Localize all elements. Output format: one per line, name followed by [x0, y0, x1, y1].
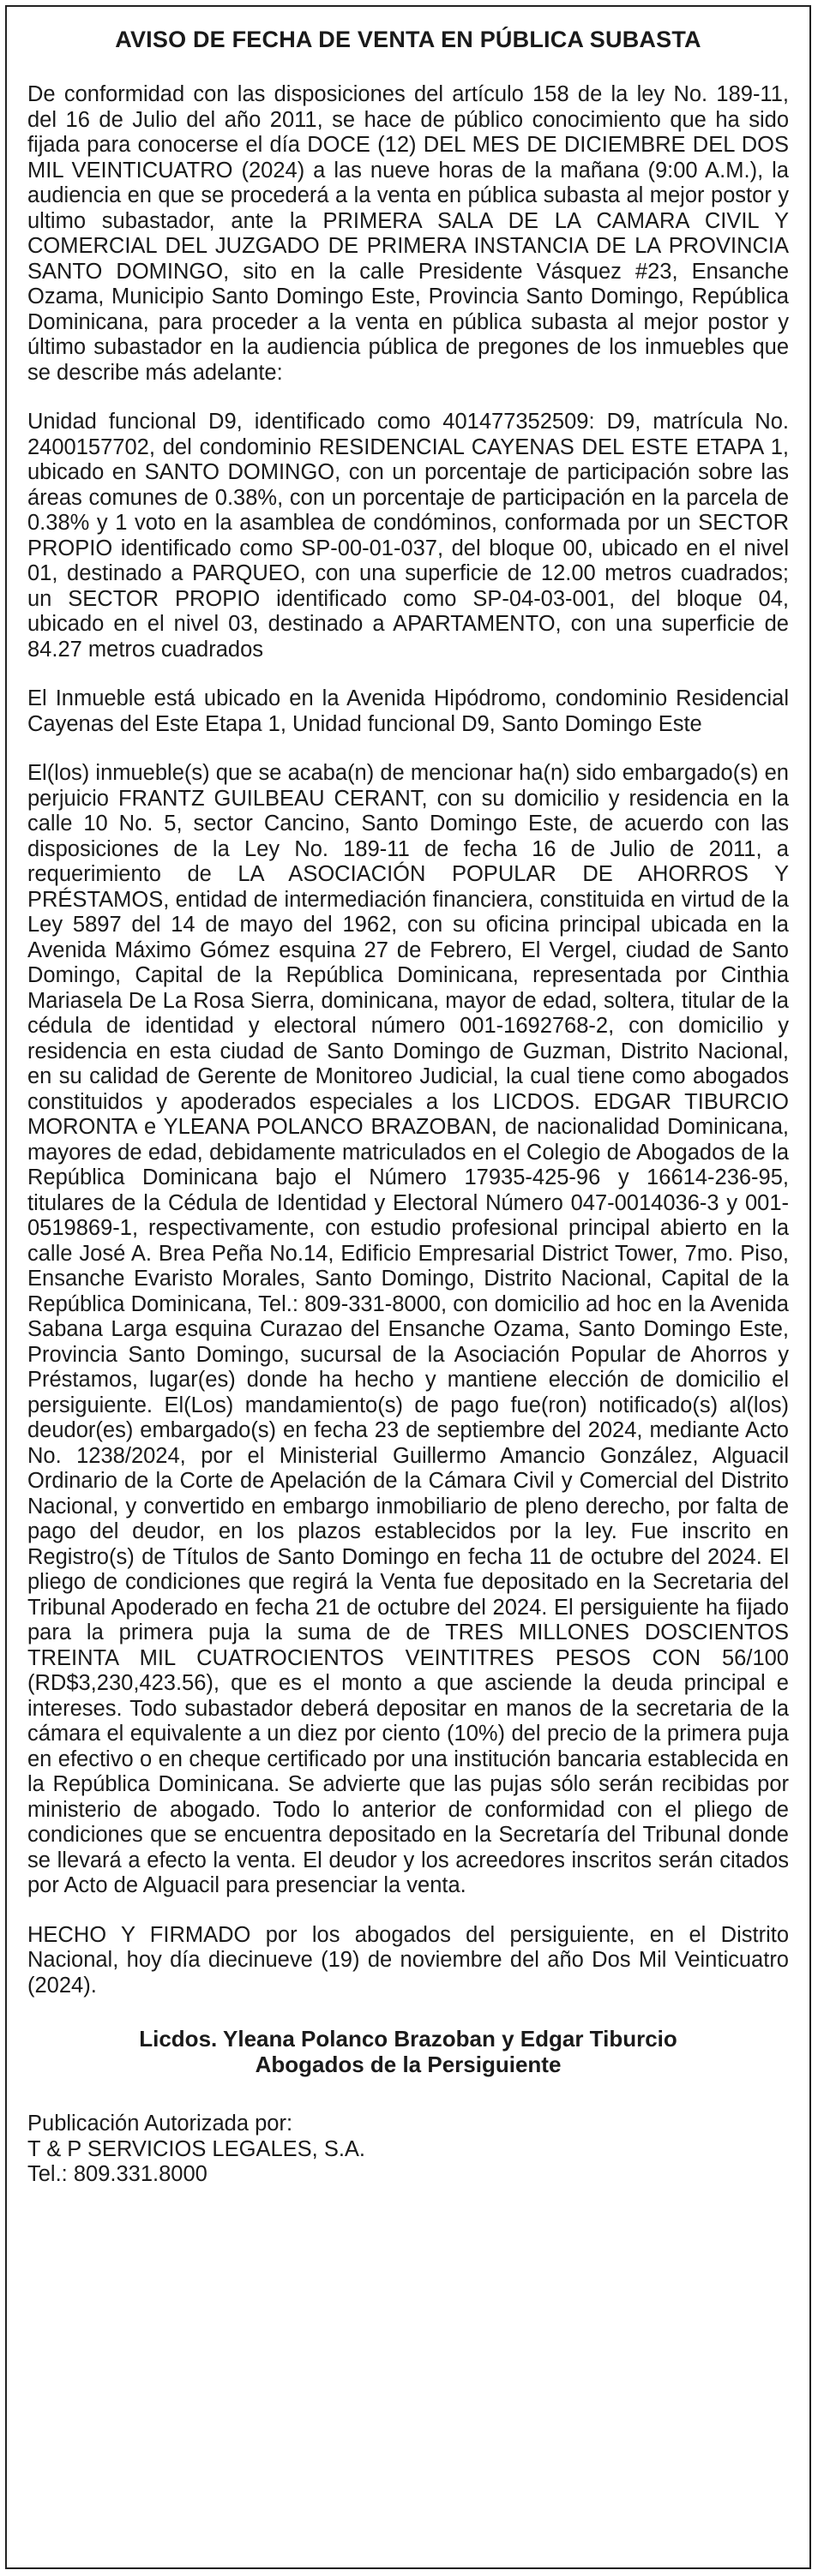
- notice-body: [27, 82, 789, 1998]
- paragraph-property-description: Unidad funcional D9, identificado como 401477352509: D9, matrícula No. 2400157702, del condominio RESIDENCIAL CAYENAS DEL ESTE ETAPA 1, ubicado en SANTO DOMINGO, con un porcentaje de participación sobre las áreas comunes de 0.38%, con un porcentaje de participación en la parcela de 0.38% y 1 voto en la asamblea de condóminos, conformada por un SECTOR PROPIO identificado como SP-00-01-037, del bloque 00, ubicado en el nivel 01, destinado a PARQUEO, con una superficie de 12.00 metros cuadrados; un SECTOR PROPIO identificado como SP-04-03-001, del bloque 04, ubicado en el nivel 03, destinado a APARTAMENTO, con una superficie de 84.27 metros cuadrados: [27, 410, 789, 662]
- signature-block: [27, 2026, 789, 2077]
- notice-border: [5, 5, 811, 2569]
- paragraph-seizure-details: El(los) inmueble(s) que se acaba(n) de mencionar ha(n) sido embargado(s) en perjuicio FRANTZ GUILBEAU CERANT, con su domicilio y residencia en la calle 10 No. 5, sector Cancino, Santo Domingo Este, de acuerdo con las disposiciones de la Ley No. 189-11 de fecha 16 de Julio de 2011, a requerimiento de LA ASOCIACIÓN POPULAR DE AHORROS Y PRÉSTAMOS, entidad de intermediación financiera, constituida en virtud de la Ley 5897 del 14 de mayo del 1962, con su oficina principal ubicada en la Avenida Máximo Gómez esquina 27 de Febrero, El Vergel, ciudad de Santo Domingo, Capital de la República Dominicana, representada por Cinthia Mariasela De La Rosa Sierra, dominicana, mayor de edad, soltera, titular de la cédula de identidad y electoral número 001-1692768-2, con domicilio y residencia en esta ciudad de Santo Domingo de Guzman, Distrito Nacional, en su calidad de Gerente de Monitoreo Judicial, la cual tiene como abogados constituidos y apoderados especiales a los LICDOS. EDGAR TIBURCIO MORONTA e YLEANA POLANCO BRAZOBAN, de nacionalidad Dominicana, mayores de edad, debidamente matriculados en el Colegio de Abogados de la República Dominicana bajo el Número 17935-425-96 y 16614-236-95, titulares de la Cédula de Identidad y Electoral Número 047-0014036-3 y 001-0519869-1, respectivamente, con estudio profesional principal abierto en la calle José A. Brea Peña No.14, Edificio Empresarial District Tower, 7mo. Piso, Ensanche Evaristo Morales, Santo Domingo, Distrito Nacional, Capital de la República Dominicana, Tel.: 809-331-8000, con domicilio ad hoc en la Avenida Sabana Larga esquina Curazao del Ensanche Ozama, Santo Domingo Este, Provincia Santo Domingo, sucursal de la Asociación Popular de Ahorros y Préstamos, lugar(es) donde ha hecho y mantiene elección de domicilio el persiguiente. El(Los) mandamiento(s) de pago fue(ron) notificado(s) al(los) deudor(es) embargado(s) en fecha 23 de septiembre del 2024, mediante Acto No. 1238/2024, por el Ministerial Guillermo Amancio González, Alguacil Ordinario de la Corte de Apelación de la Cámara Civil y Comercial del Distrito Nacional, y convertido en embargo inmobiliario de pleno derecho, por falta de pago del deudor, en los plazos establecidos por la ley. Fue inscrito en Registro(s) de Títulos de Santo Domingo en fecha 11 de octubre del 2024. El pliego de condiciones que regirá la Venta fue depositado en la Secretaria del Tribunal Apoderado en fecha 21 de octubre del 2024. El persiguiente ha fijado para la primera puja la suma de de TRES MILLONES DOSCIENTOS TREINTA MIL CUATROCIENTOS VEINTITRES PESOS CON 56/100 (RD$3,230,423.56), que es el monto a que asciende la deuda principal e intereses. Todo subastador deberá depositar en manos de la secretaria de la cámara el equivalente a un diez por ciento (10%) del precio de la primera puja en efectivo o en cheque certificado por una institución bancaria establecida en la República Dominicana. Se advierte que las pujas sólo serán recibidas por ministerio de abogado. Todo lo anterior de conformidad con el pliego de condiciones que se encuentra depositado en la Secretaría del Tribunal donde se llevará a efecto la venta. El deudor y los acreedores inscritos serán citados por Acto de Alguacil para presenciar la venta.: [27, 761, 789, 1897]
- paragraph-signed-statement: HECHO Y FIRMADO por los abogados del persiguiente, en el Distrito Nacional, hoy día diecinueve (19) de noviembre del año Dos Mil Veinticuatro (2024).: [27, 1922, 789, 1998]
- signature-role: Abogados de la Persiguiente: [255, 2052, 562, 2077]
- paragraph-intro: De conformidad con las disposiciones del artículo 158 de la ley No. 189-11, del 16 de Julio del año 2011, se hace de público conocimiento que ha sido fijada para conocerse el día DOCE (12) DEL MES DE DICIEMBRE DEL DOS MIL VEINTICUATRO (2024) a las nueve horas de la mañana (9:00 A.M.), la audiencia en que se procederá a la venta en pública subasta al mejor postor y ultimo subastador, ante la PRIMERA SALA DE LA CAMARA CIVIL Y COMERCIAL DEL JUZGADO DE PRIMERA INSTANCIA DE LA PROVINCIA SANTO DOMINGO, sito en la calle Presidente Vásquez #23, Ensanche Ozama, Municipio Santo Domingo Este, Provincia Santo Domingo, República Dominicana, para proceder a la venta en pública subasta al mejor postor y último subastador en la audiencia pública de pregones de los inmuebles que se describe más adelante:: [27, 82, 789, 385]
- signature-names: Licdos. Yleana Polanco Brazoban y Edgar Tiburcio: [139, 2026, 677, 2052]
- publication-company: T & P SERVICIOS LEGALES, S.A.: [27, 2136, 366, 2161]
- publication-authorized-label: Publicación Autorizada por:: [27, 2112, 293, 2136]
- notice-title: AVISO DE FECHA DE VENTA EN PÚBLICA SUBASTA: [115, 27, 701, 52]
- publication-phone: Tel.: 809.331.8000: [27, 2162, 208, 2186]
- publication-block: [27, 2112, 789, 2188]
- paragraph-property-location: El Inmueble está ubicado en la Avenida Hipódromo, condominio Residencial Cayenas del Este Etapa 1, Unidad funcional D9, Santo Domingo Este: [27, 686, 789, 736]
